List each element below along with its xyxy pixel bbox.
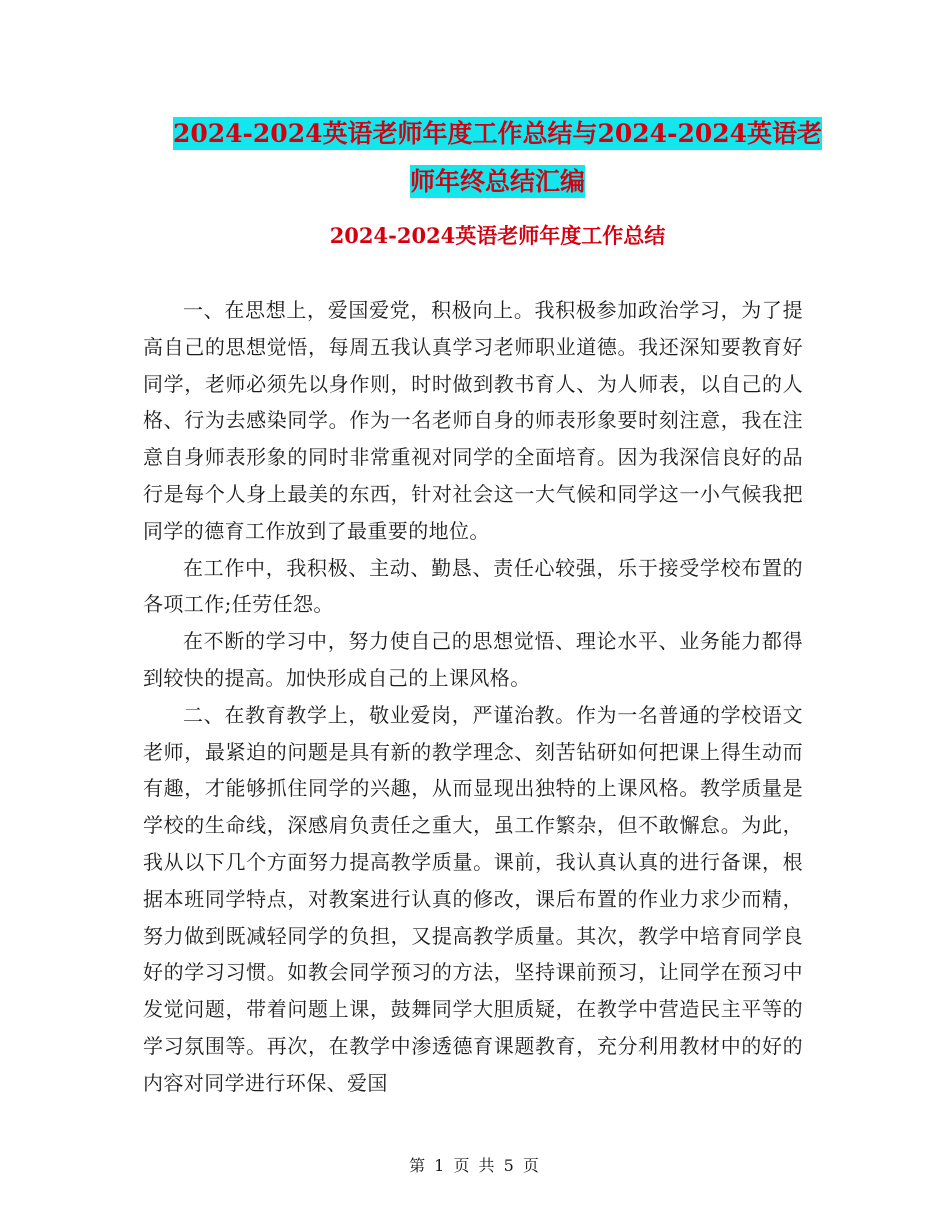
paragraph-2: 在工作中，我积极、主动、勤恳、责任心较强，乐于接受学校布置的各项工作;任劳任怨。 xyxy=(143,555,803,617)
paragraph-3: 在不断的学习中，努力使自己的思想觉悟、理论水平、业务能力都得到较快的提高。加快形成自己的上课风格。 xyxy=(143,629,803,690)
title-line-2: 师年终总结汇编 xyxy=(409,167,585,196)
paragraph-1: 一、在思想上，爱国爱党，积极向上。我积极参加政治学习，为了提高自己的思想觉悟，每周五我认真学习老师职业道德。我还深知要教育好同学，老师必须先以身作则，时时做到教书育人、为人师表，以自己的人格、行为去感染同学。作为一名老师自身的师表形象要时刻注意，我在注意自身师表形象的同时非常重视对同学的全面培育。因为我深信良好的品行是每个人身上最美的东西，针对社会这一大气候和同学这一小气候我把同学的德育工作放到了最重要的地位。 xyxy=(143,298,803,543)
document-body xyxy=(143,292,803,1102)
page-footer: 第 1 页 共 5 页 xyxy=(409,1156,541,1175)
title-line-1: 2024-2024英语老师年度工作总结与2024-2024英语老 xyxy=(172,119,823,148)
paragraph-4: 二、在教育教学上，敬业爱岗，严谨治教。作为一名普通的学校语文老师，最紧迫的问题是具有新的教学理念、刻苦钻研如何把课上得生动而有趣，才能够抓住同学的兴趣，从而显现出独特的上课风格。教学质量是学校的生命线，深感肩负责任之重大，虽工作繁杂，但不敢懈怠。为此，我从以下几个方面努力提高教学质量。课前，我认真认真的进行备课，根据本班同学特点，对教案进行认真的修改，课后布置的作业力求少而精，努力做到既减轻同学的负担，又提高教学质量。其次，教学中培育同学良好的学习习惯。如教会同学预习的方法，坚持课前预习，让同学在预习中发觉问题，带着问题上课，鼓舞同学大胆质疑，在教学中营造民主平等的学习氛围等。再次，在教学中渗透德育课题教育，充分利用教材中的好的内容对同学进行环保、爱国 xyxy=(143,702,803,1095)
document-title xyxy=(140,110,855,206)
section-title: 2024-2024英语老师年度工作总结 xyxy=(329,223,666,248)
